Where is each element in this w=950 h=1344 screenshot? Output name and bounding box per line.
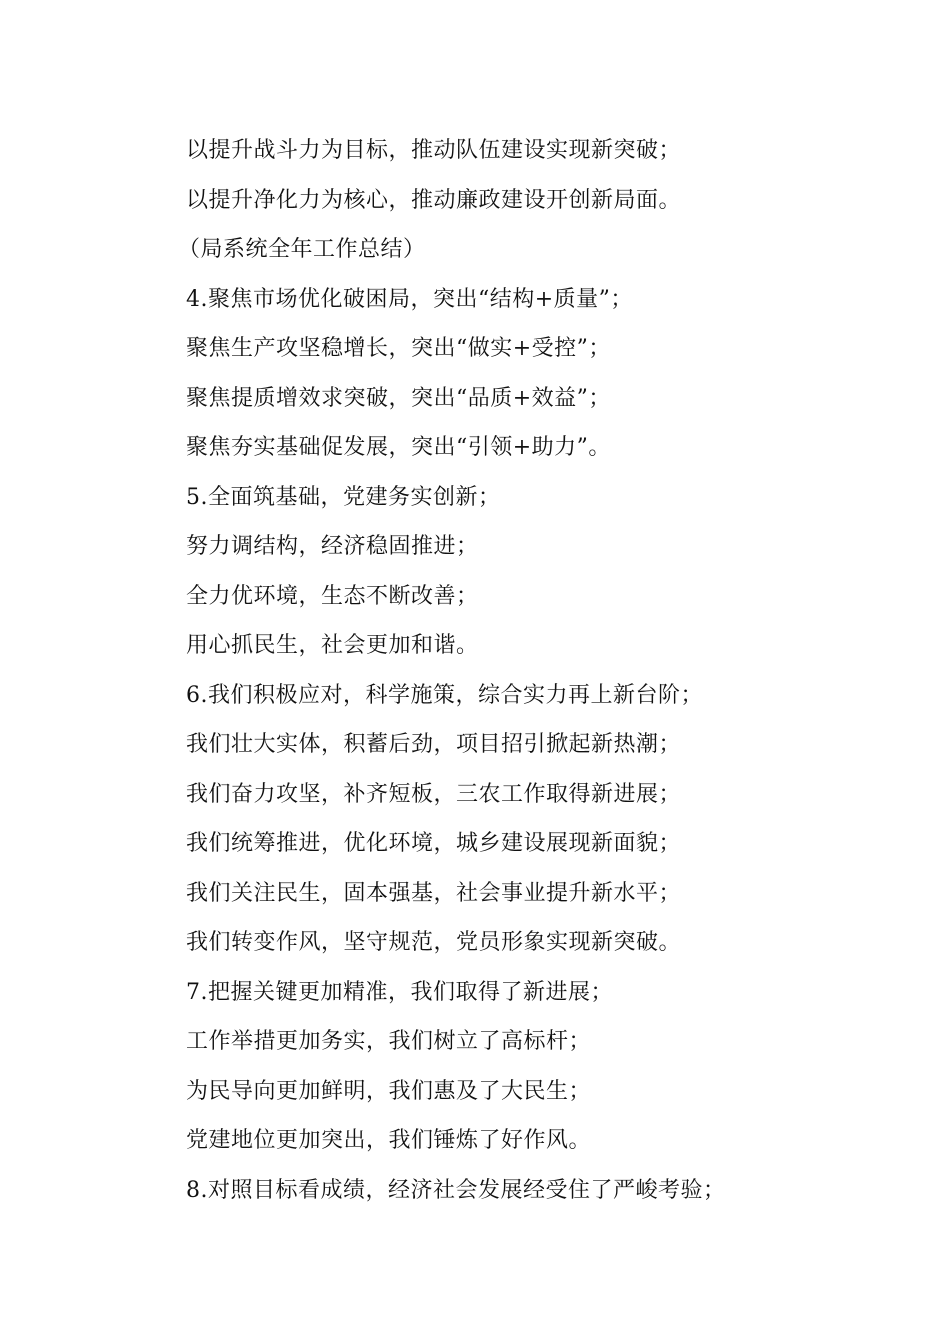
text-line: 我们关注民生，固本强基，社会事业提升新水平； xyxy=(186,880,682,906)
text-line: 我们壮大实体，积蓄后劲，项目招引掀起新热潮； xyxy=(186,732,682,757)
numbered-item-start: 5.全面筑基础，党建务实创新； xyxy=(186,484,501,510)
text-line: 用心抓民生，社会更加和谐。 xyxy=(186,633,479,658)
numbered-item-start: 8.对照目标看成绩，经济社会发展经受住了严峻考验； xyxy=(186,1177,726,1203)
numbered-item-start: 7.把握关键更加精准，我们取得了新进展； xyxy=(186,979,613,1005)
source-note: （局系统全年工作总结） xyxy=(178,237,426,262)
numbered-item-start: 4.聚焦市场优化破困局，突出“结构+质量”； xyxy=(186,286,633,312)
document-body xyxy=(178,126,886,1215)
text-line: 工作举措更加务实，我们树立了高标杆； xyxy=(186,1029,592,1054)
text-line: 以提升净化力为核心，推动廉政建设开创新局面。 xyxy=(186,187,682,213)
text-line: 聚焦提质增效求突破，突出“品质+效益”； xyxy=(186,385,611,411)
text-line: 以提升战斗力为目标，推动队伍建设实现新突破； xyxy=(186,138,682,163)
text-line: 我们转变作风，坚守规范，党员形象实现新突破。 xyxy=(186,930,682,955)
text-line: 党建地位更加突出，我们锤炼了好作风。 xyxy=(186,1128,592,1153)
text-line: 我们统筹推进，优化环境，城乡建设展现新面貌； xyxy=(186,831,682,856)
text-line: 全力优环境，生态不断改善； xyxy=(186,583,479,609)
text-line: 努力调结构，经济稳固推进； xyxy=(186,534,479,559)
text-line: 我们奋力攻坚，补齐短板，三农工作取得新进展； xyxy=(186,781,682,807)
text-line: 聚焦夯实基础促发展，突出“引领+助力”。 xyxy=(186,435,611,460)
text-line: 聚焦生产攻坚稳增长，突出“做实+受控”； xyxy=(186,336,611,361)
numbered-item-start: 6.我们积极应对，科学施策，综合实力再上新台阶； xyxy=(186,682,703,708)
text-line: 为民导向更加鲜明，我们惠及了大民生； xyxy=(186,1078,592,1104)
